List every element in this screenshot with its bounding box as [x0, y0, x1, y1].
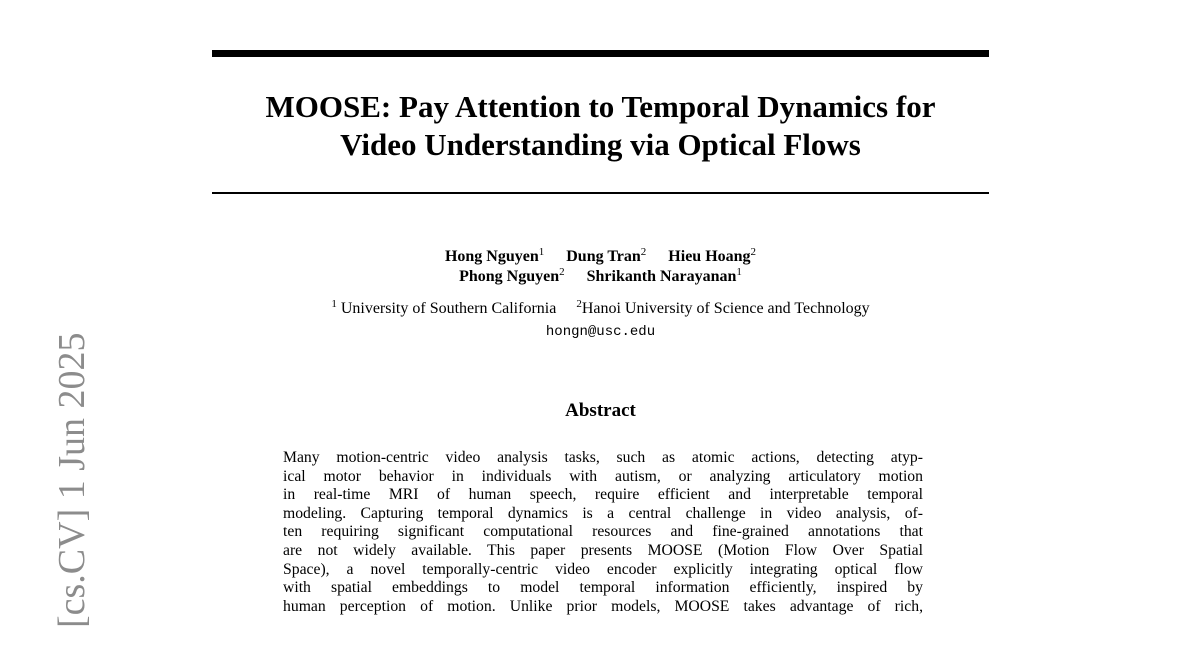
author-row-2 [212, 267, 989, 287]
paper-title [212, 88, 989, 164]
abstract-body [283, 449, 923, 616]
title-line-2: Video Understanding via Optical Flows [340, 127, 861, 162]
author: Dung Tran$^2$ [566, 246, 647, 265]
abstract-line: Many motion-centric video analysis tasks, such as atomic actions, detecting atyp- [283, 449, 923, 466]
author-row-1 [212, 247, 989, 267]
abstract-line: ten requiring significant computational resources and fine-grained annotations that [283, 523, 923, 541]
abstract-heading: Abstract [565, 400, 636, 421]
affiliation-hust: $^2$Hanoi University of Science and Technology [576, 298, 870, 317]
title-line-1: MOOSE: Pay Attention to Temporal Dynamics for [265, 89, 936, 124]
author: Hong Nguyen$^1$ [444, 246, 545, 265]
title-bottom-rule [212, 192, 989, 194]
author-affiliation-mark: 1 [736, 266, 742, 278]
title-top-rule [212, 50, 989, 57]
author-affiliation-mark: 2 [559, 266, 565, 278]
affiliation-usc: $^1$ University of Southern California [331, 298, 557, 317]
author-affiliation-mark: 1 [538, 246, 545, 258]
author-affiliation-mark: 2 [640, 246, 647, 258]
abstract-line: with spatial embeddings to model temporal information efficiently, inspired by [283, 579, 923, 597]
contact-email[interactable]: hongn@usc.edu [545, 324, 656, 340]
affiliations [212, 299, 989, 319]
abstract-line: in real-time MRI of human speech, require efficient and interpretable temporal [283, 486, 923, 504]
author: Shrikanth Narayanan$^1$ [586, 266, 742, 285]
author-affiliation-mark: 2 [750, 246, 757, 258]
abstract-line: modeling. Capturing temporal dynamics is a central challenge in video analysis, of- [283, 504, 923, 522]
abstract-line: ical motor behavior in individuals with autism, or analyzing articulatory motion [283, 467, 923, 485]
author: Phong Nguyen$^2$ [459, 266, 565, 285]
abstract-line: human perception of motion. Unlike prior models, MOOSE takes advantage of rich, [283, 597, 923, 615]
author-list [212, 247, 989, 287]
author: Hieu Hoang$^2$ [668, 246, 757, 265]
abstract-line: are not widely available. This paper presents MOOSE (Motion Flow Over Spatial [283, 541, 923, 559]
arxiv-side-stamp: [cs.CV] 1 Jun 2025 [51, 332, 93, 628]
abstract-line: Space), a novel temporally-centric video encoder explicitly integrating optical flow [283, 560, 923, 578]
